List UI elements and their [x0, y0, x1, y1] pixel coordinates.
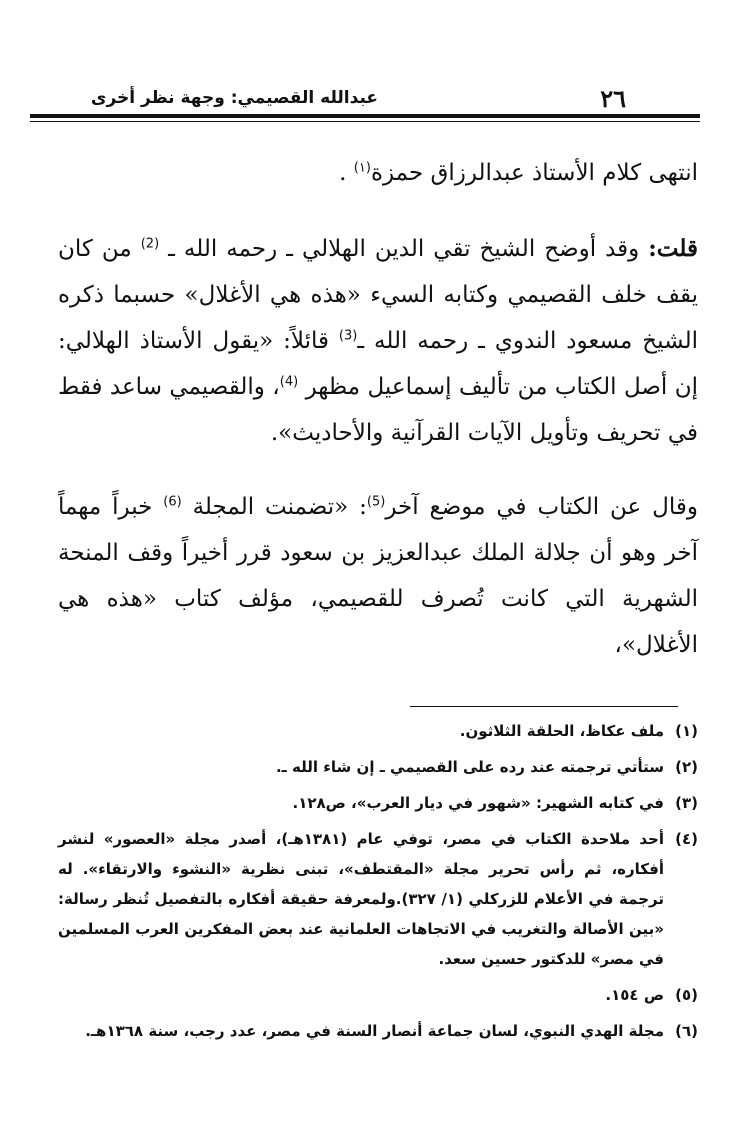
paragraph-3	[58, 484, 698, 668]
header-rule-thick	[30, 114, 700, 118]
footnote-number: (٢)	[675, 758, 698, 776]
paragraph-3-text-b: : «تضمنت المجلة	[181, 494, 367, 520]
paragraph-1-end: .	[339, 160, 354, 186]
paragraph-3-text-a: وقال عن الكتاب في موضع آخر	[385, 494, 698, 520]
footnote-text: أحد ملاحدة الكتاب في مصر، توفي عام (١٣٨١هـ)، أصدر مجلة «العصور» لنشر أفكاره، ثم رأس تحرير مجلة «المقتطف»، تبنى نظرية «النشوء والارتقاء». له ترجمة في الأعلام للزركلي (١/ ٣٢٧).ولمعرفة حقيقة أفكاره بالتفصيل تُنظر رسالة: «بين الأصالة والتغريب في الاتجاهات العلمانية عند بعض المفكرين العرب المسلمين في مصر» للدكتور حسين سعد.	[58, 830, 664, 968]
footnote-ref-6[interactable]: (6)	[163, 494, 182, 510]
footnote-1	[58, 716, 698, 746]
footnote-2	[58, 752, 698, 782]
footnote-ref-4[interactable]: (4)	[279, 374, 299, 390]
footnote-4	[58, 824, 698, 974]
footnote-ref-3[interactable]: (3)	[338, 328, 358, 344]
paragraph-2-text-a: وقد أوضح الشيخ تقي الدين الهلالي ـ رحمه الله ـ	[159, 236, 649, 262]
footnote-3	[58, 788, 698, 818]
footnote-6	[58, 1016, 698, 1046]
page-number: ٢٦	[600, 84, 626, 113]
footnote-text: ملف عكاظ، الحلقة الثلاثون.	[459, 722, 664, 740]
paragraph-2	[58, 226, 698, 456]
paragraph-1	[58, 150, 698, 196]
paragraph-2-text-b: من كان يقف خلف القصيمي وكتابه السيء «هذه هي الأغلال» حسبما ذكره الشيخ مسعود الندوي ـ رحمه الله ـ	[58, 236, 698, 354]
footnote-ref-1[interactable]: (١)	[353, 160, 371, 176]
footnote-number: (٤)	[675, 830, 698, 848]
header-rule-thin	[30, 121, 700, 122]
paragraph-2-keyword: قلت:	[648, 235, 698, 262]
footnote-number: (٦)	[675, 1022, 698, 1040]
footnote-number: (٥)	[675, 986, 698, 1004]
footnote-text: في كتابه الشهير: «شهور في ديار العرب»، ص١٢٨.	[292, 794, 664, 812]
paragraph-3-text-c: خبراً مهماً آخر وهو أن جلالة الملك عبدالعزيز بن سعود قرر أخيراً وقف المنحة الشهرية التي كانت تُصرف للقصيمي، مؤلف كتاب «هذه هي الأغلال»،	[58, 494, 698, 658]
footnote-ref-2[interactable]: (2)	[140, 236, 160, 252]
running-header	[30, 84, 700, 124]
paragraph-1-text: انتهى كلام الأستاذ عبدالرزاق حمزة	[370, 160, 698, 186]
footnotes	[58, 716, 698, 1052]
header-title: عبدالله القصيمي: وجهة نظر أخرى	[90, 88, 378, 108]
footnote-text: ص ١٥٤.	[605, 986, 664, 1004]
footnote-ref-5[interactable]: (5)	[366, 494, 386, 510]
paragraph-2-text-c: قائلاً: «يقول الأستاذ الهلالي: إن أصل الكتاب من تأليف إسماعيل مظهر	[58, 328, 698, 400]
footnote-separator	[410, 706, 678, 707]
footnote-text: ستأتي ترجمته عند رده على القصيمي ـ إن شاء الله ـ.	[275, 758, 664, 776]
footnote-number: (٣)	[675, 794, 698, 812]
paragraph-2-text-d: ، والقصيمي ساعد فقط في تحريف وتأويل الآيات القرآنية والأحاديث».	[58, 374, 698, 446]
main-text	[58, 150, 698, 696]
footnote-text: مجلة الهدي النبوي، لسان جماعة أنصار السنة في مصر، عدد رجب، سنة ١٣٦٨هـ.	[85, 1022, 664, 1040]
footnote-5	[58, 980, 698, 1010]
footnote-number: (١)	[675, 722, 698, 740]
